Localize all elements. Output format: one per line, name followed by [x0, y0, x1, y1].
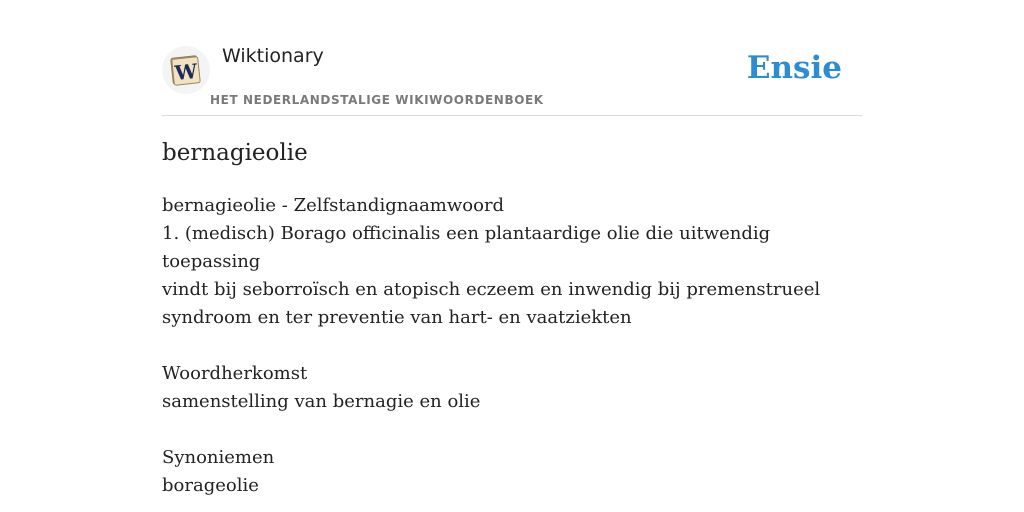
wiktionary-logo-icon[interactable] [162, 46, 210, 94]
etymology-heading: Woordherkomst [162, 363, 308, 384]
entry-body [162, 192, 862, 500]
definition-line: syndroom en ter preventie van hart- en vaatziekten [162, 307, 632, 328]
svg-text:W: W [173, 58, 199, 86]
definition-line: vindt bij seborroïsch en atopisch eczeem en inwendig bij premenstrueel [162, 279, 821, 300]
wiktionary-tile-icon [162, 46, 210, 94]
synonyms-text: borageolie [162, 475, 259, 496]
synonyms-heading: Synoniemen [162, 447, 275, 468]
site-name[interactable]: Wiktionary [222, 45, 324, 67]
site-tagline: HET NEDERLANDSTALIGE WIKIWOORDENBOEK [210, 93, 544, 107]
entry-heading: bernagieolie - Zelfstandignaamwoord [162, 195, 505, 216]
spacer [162, 332, 862, 360]
spacer [162, 416, 862, 444]
etymology-text: samenstelling van bernagie en olie [162, 391, 481, 412]
header-divider [162, 115, 862, 116]
ensie-brand-link[interactable]: Ensie [746, 50, 842, 86]
definition-line: 1. (medisch) Borago officinalis een plantaardige olie die uitwendig toepassing [162, 223, 771, 272]
page-title: bernagieolie [162, 140, 308, 166]
